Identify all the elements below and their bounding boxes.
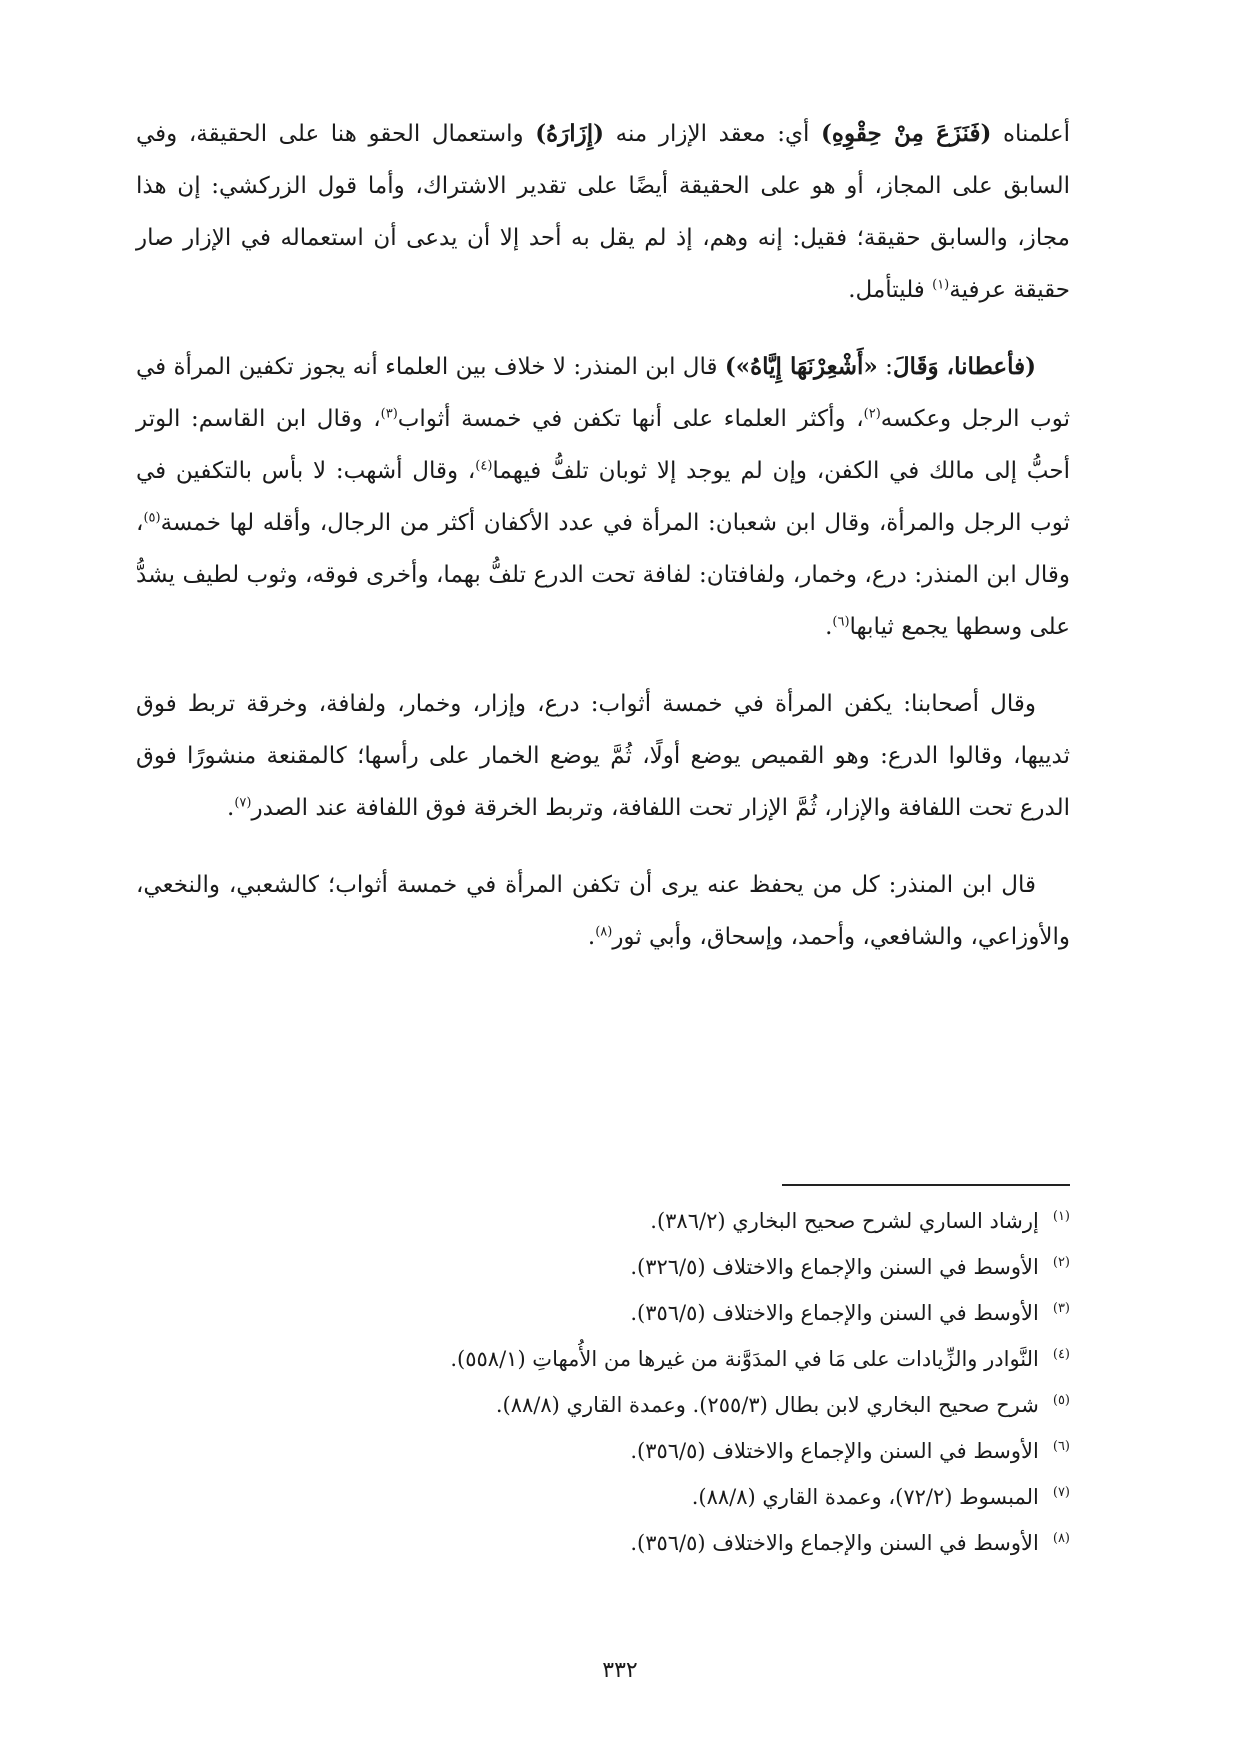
text-run: ، وقال ابن المنذر: درع، وخمار، ولفافتان: لفافة تحت الدرع تلفُّ بهما، وأخرى فوقه، وثوب لطيف يشدُّ على وسطها يجمع ثيابها <box>136 510 1070 640</box>
footnote <box>136 1288 1070 1334</box>
footnote-text: الأوسط في السنن والإجماع والاختلاف (٣٥٦/٥). <box>630 1439 1039 1463</box>
footnote-number: (٧) <box>1052 1485 1070 1500</box>
paragraph <box>136 859 1070 963</box>
footnote <box>136 1472 1070 1518</box>
text-run: . <box>587 924 596 950</box>
hadith-quote: «أَشْعِرْنَهَا إِيَّاهُ») <box>724 353 878 380</box>
text-run: قال ابن المنذر: لا خلاف بين العلماء أنه يجوز تكفين المرأة في ثوب الرجل وعكسه <box>136 354 1070 432</box>
text-run: . <box>227 795 235 821</box>
footnote <box>136 1242 1070 1288</box>
page-number: ٣٣٢ <box>602 1658 638 1683</box>
footnotes-section <box>136 1196 1070 1564</box>
footnote-reference: (٢) <box>863 406 881 422</box>
footnote-number: (٤) <box>1052 1347 1070 1362</box>
text-run: فليتأمل. <box>848 277 933 303</box>
footnote-text: الأوسط في السنن والإجماع والاختلاف (٣٢٦/٥). <box>630 1255 1039 1279</box>
footnote <box>136 1334 1070 1380</box>
footnote-number: (٣) <box>1052 1301 1070 1316</box>
text-run: ، وقال ابن القاسم: الوتر أحبُّ إلى مالك في الكفن، وإن لم يوجد إلا ثوبان تلفُّ فيهما <box>136 406 1071 484</box>
footnote-number: (٨) <box>1052 1531 1070 1546</box>
footnote-text: الأوسط في السنن والإجماع والاختلاف (٣٥٦/٥). <box>630 1301 1039 1325</box>
footnote <box>136 1380 1070 1426</box>
text-run: ، وقال أشهب: لا بأس بالتكفين في ثوب الرجل والمرأة، وقال ابن شعبان: المرأة في عدد الأكفان أكثر من الرجال، وأقله لها خمسة <box>136 458 1070 536</box>
footnote-text: النَّوادر والزِّيادات على مَا في المدَوَّنة من غيرها من الأُمهاتِ (٥٥٨/١). <box>450 1347 1039 1371</box>
text-run: قال ابن المنذر: كل من يحفظ عنه يرى أن تكفن المرأة في خمسة أثواب؛ كالشعبي، والنخعي، والأوزاعي، والشافعي، وأحمد، وإسحاق، وأبي ثور <box>136 872 1070 950</box>
footnote-number: (٥) <box>1052 1393 1070 1408</box>
footnote-text: الأوسط في السنن والإجماع والاختلاف (٣٥٦/٥). <box>630 1531 1039 1555</box>
paragraph <box>136 341 1070 653</box>
text-run: : <box>877 354 893 380</box>
paragraph <box>136 108 1070 316</box>
footnote-text: شرح صحيح البخاري لابن بطال (٢٥٥/٣). وعمدة القاري (٨٨/٨). <box>495 1393 1039 1417</box>
hadith-quote: (إِزَارَهُ) <box>535 120 605 147</box>
footnote-reference: (٥) <box>143 510 161 526</box>
footnote-number: (٦) <box>1052 1439 1070 1454</box>
paragraph <box>136 678 1070 834</box>
text-run: . <box>825 614 833 640</box>
text-run: أعلمناه <box>991 121 1070 147</box>
footnote-text: إرشاد الساري لشرح صحيح البخاري (٣٨٦/٢). <box>650 1209 1039 1233</box>
body-text <box>136 108 1070 988</box>
hadith-quote: (فَنَزَعَ مِنْ حِقْوِهِ) <box>821 120 992 147</box>
text-run: وقال أصحابنا: يكفن المرأة في خمسة أثواب: درع، وإزار، وخمار، ولفافة، وخرقة تربط فوق ثدييها، وقالوا الدرع: وهو القميص يوضع أولًا، ثُمَّ يوضع الخمار على رأسها؛ كالمقنعة منشورًا فوق الدرع تحت اللفافة والإزار، ثُمَّ الإزار تحت اللفافة، وتربط الخرقة فوق اللفافة عند الصدر <box>136 691 1070 821</box>
text-run: ، وأكثر العلماء على أنها تكفن في خمسة أثواب <box>397 406 864 432</box>
footnote-text: المبسوط (٧٢/٢)، وعمدة القاري (٨٨/٨). <box>691 1485 1039 1509</box>
footnote-reference: (٤) <box>475 458 493 474</box>
text-run: واستعمال الحقو هنا على الحقيقة، وفي السابق على المجاز، أو هو على الحقيقة أيضًا على تقدير الاشتراك، وأما قول الزركشي: إن هذا مجاز، والسابق حقيقة؛ فقيل: إنه وهم، إذ لم يقل به أحد إلا أن يدعى أن استعماله في الإزار صار حقيقة عرفية <box>136 121 1070 303</box>
footnote <box>136 1426 1070 1472</box>
footnote-number: (٢) <box>1052 1255 1070 1270</box>
footnote-reference: (١) <box>932 277 950 293</box>
footnote <box>136 1518 1070 1564</box>
footnote-separator <box>782 1184 1070 1186</box>
text-run: أي: معقد الإزار منه <box>604 121 822 147</box>
footnote-reference: (٣) <box>380 406 398 422</box>
footnote-reference: (٨) <box>595 924 613 940</box>
hadith-quote: (فأعطانا، وَقَالَ <box>892 353 1036 380</box>
footnote-number: (١) <box>1052 1209 1070 1224</box>
footnote-reference: (٦) <box>832 614 850 630</box>
footnote-reference: (٧) <box>234 795 252 811</box>
footnote <box>136 1196 1070 1242</box>
